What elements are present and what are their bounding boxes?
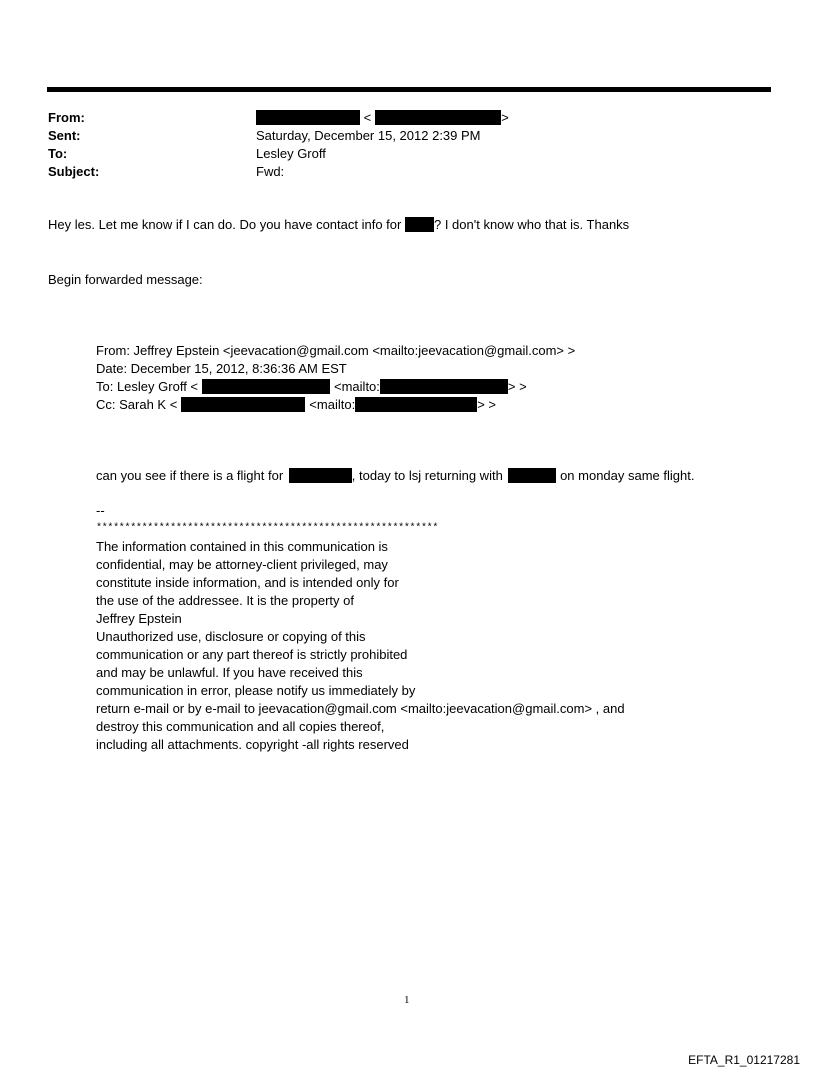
fwd-to-mailto: <mailto: [334,379,380,394]
sent-value: Saturday, December 15, 2012 2:39 PM [256,128,481,143]
from-gt: > [501,110,509,125]
disclaimer-line: return e-mail or by e-mail to jeevacation@gmail.com <mailto:jeevacation@gmail.com> , and [96,701,625,716]
page-number: 1 [404,994,410,1006]
confidentiality-disclaimer [96,520,625,754]
disclaimer-line: communication or any part thereof is strictly prohibited [96,647,408,662]
msg-text: on monday same flight. [560,468,695,483]
redaction-box [380,379,508,394]
forwarded-header [96,342,575,414]
disclaimer-line: The information contained in this communication is [96,539,388,554]
stars-line: ************************************************************ [96,523,439,534]
msg-text: , today to lsj returning with [351,468,503,483]
redaction-box [405,217,434,232]
body-line-1 [48,216,629,234]
disclaimer-line: Jeffrey Epstein [96,611,182,626]
fwd-to-line [96,378,575,396]
sent-label: Sent: [48,128,81,143]
from-value [256,109,509,127]
forwarded-message [96,467,694,485]
fwd-cc-line [96,396,575,414]
redaction-box [289,468,352,483]
msg-text: can you see if there is a flight for [96,468,284,483]
redaction-box [355,397,477,412]
begin-forwarded: Begin forwarded message: [48,272,203,287]
subject-label: Subject: [48,164,100,179]
header-rule [47,87,771,92]
redaction-box [202,379,330,394]
redaction-box [181,397,305,412]
disclaimer-line: communication in error, please notify us immediately by [96,683,416,698]
disclaimer-line: confidential, may be attorney-client privileged, may [96,557,388,572]
disclaimer-line: Unauthorized use, disclosure or copying of this [96,629,366,644]
fwd-from-line: From: Jeffrey Epstein <jeevacation@gmail.com <mailto:jeevacation@gmail.com> > [96,343,576,358]
to-value: Lesley Groff [256,146,326,161]
disclaimer-line: destroy this communication and all copies thereof, [96,719,385,734]
body-text: ? I don't know who that is. Thanks [433,217,630,232]
fwd-cc-suffix: > > [477,397,496,412]
disclaimer-line: constitute inside information, and is intended only for [96,575,399,590]
fwd-to-prefix: To: Lesley Groff < [96,379,199,394]
disclaimer-line: the use of the addressee. It is the property of [96,593,354,608]
document-stamp: EFTA_R1_01217281 [688,1053,800,1067]
fwd-date-line: Date: December 15, 2012, 8:36:36 AM EST [96,361,347,376]
to-label: To: [48,146,68,161]
subject-value: Fwd: [256,164,285,179]
body-text: Hey les. Let me know if I can do. Do you have contact info for [48,217,402,232]
from-label: From: [48,110,85,125]
disclaimer-line: including all attachments. copyright -all rights reserved [96,737,409,752]
signature-dashes: -- [96,503,105,518]
redaction-box [256,110,360,125]
fwd-cc-prefix: Cc: Sarah K < [96,397,178,412]
disclaimer-line: and may be unlawful. If you have received this [96,665,363,680]
from-lt: < [363,110,372,125]
fwd-to-suffix: > > [507,379,527,394]
redaction-box [508,468,556,483]
fwd-cc-mailto: <mailto: [309,397,356,412]
redaction-box [375,110,501,125]
